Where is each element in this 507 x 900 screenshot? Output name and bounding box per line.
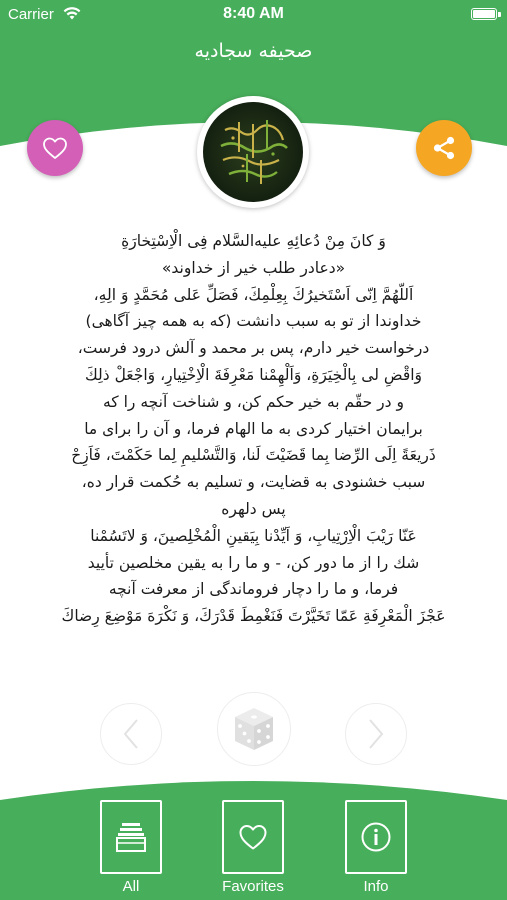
tab-favorites-box [222, 800, 284, 874]
next-button[interactable] [345, 703, 407, 765]
tab-info-label: Info [363, 878, 389, 895]
tab-favorites-label: Favorites [222, 878, 284, 895]
clock-label: 8:40 AM [223, 5, 284, 22]
battery-icon [471, 8, 497, 20]
prayer-line: برايمان اختيار كردی به ما الهام فرما، و آن را برای ما [84, 419, 423, 438]
prayer-line: وَاقْضِ لی بِالْخِیَرَةِ، وَاَلْهِمْنا مَعْرِفَةَ الْاِخْتِیارِ، وَاجْعَلْ ذلِكَ [84, 365, 423, 384]
prayer-line: سبب خشنودی به قضايت، و تسليم به حُكمت قرار ده، [81, 473, 426, 492]
tab-all-box [100, 800, 162, 874]
calligraphy-emblem [203, 102, 303, 202]
battery-tip [498, 12, 501, 17]
tab-info[interactable] [345, 800, 407, 895]
previous-button[interactable] [100, 703, 162, 765]
prayer-text [14, 228, 493, 683]
share-button[interactable] [416, 120, 472, 176]
prayer-line: خداوندا از تو به سبب دانشت (كه به همه چیز آگاهی) [85, 312, 422, 331]
text-fade-overlay [0, 650, 507, 686]
calligraphy-logo [197, 96, 309, 208]
prayer-line: اَللّهُمَّ اِنّی اَسْتَخیرُكَ بِعِلْمِكَ، فَصَلِّ عَلی مُحَمَّدٍ وَ الِهِ، [93, 285, 414, 304]
prayer-line: شك را از ما دور كن، - و ما را به يقين مخلصين تأييد [87, 553, 420, 572]
tab-favorites[interactable] [222, 800, 284, 895]
prayer-line: «دعادر طلب خير از خداوند» [161, 258, 346, 277]
heart-icon [238, 823, 268, 851]
share-icon [431, 135, 457, 161]
prayer-line: عَجْزَ الْمَعْرِفَةِ عَمّا تَخَیَّرْتَ فَنَغْمِطَ قَدْرَكَ، وَ نَكْرَهَ مَوْضِعَ رِضاكَ [61, 607, 446, 626]
prayer-line: پس دلهره [221, 499, 286, 518]
tab-all[interactable] [100, 800, 162, 895]
random-button[interactable] [217, 692, 291, 766]
prayer-line: و در حقّم به خير حكم كن، و شناخت آنچه را كه [103, 392, 404, 411]
tab-bar [0, 800, 507, 900]
carrier-label: Carrier [8, 6, 54, 23]
prayer-line: فرما، و ما را دچار فروماندگی از معرفت آنچه [108, 580, 399, 599]
prayer-line: وَ كانَ مِنْ دُعائِهِ عليه‌السَّلام فِی الْاِسْتِخارَةِ [121, 232, 386, 250]
prayer-line: ذَریعَةً اِلَی الرِّضا بِما قَضَیْتَ لَنا، وَالتَّسْلیمِ لِما حَكَمْتَ، فَاَزِحْ [71, 446, 436, 465]
chevron-right-icon [366, 717, 386, 751]
calligraphy-art [203, 102, 303, 202]
dice-icon [229, 704, 279, 754]
prayer-line: درخواست خير دارم، پس بر محمد و آلش درود فرست، [77, 339, 430, 358]
info-icon [360, 821, 392, 853]
favorite-button[interactable] [27, 120, 83, 176]
prayer-line: عَنّا رَیْبَ الْاِرْتِیابِ، وَ اَیِّدْنا بِیَقینِ الْمُخْلِصینَ، وَ لاتَسُمْنا [90, 526, 417, 545]
page-title: صحیفه سجادیه [194, 40, 313, 62]
tab-all-label: All [122, 878, 140, 895]
tab-info-box [345, 800, 407, 874]
status-bar [0, 0, 507, 28]
heart-outline-icon [42, 136, 68, 160]
stack-icon [116, 821, 146, 853]
chevron-left-icon [121, 717, 141, 751]
